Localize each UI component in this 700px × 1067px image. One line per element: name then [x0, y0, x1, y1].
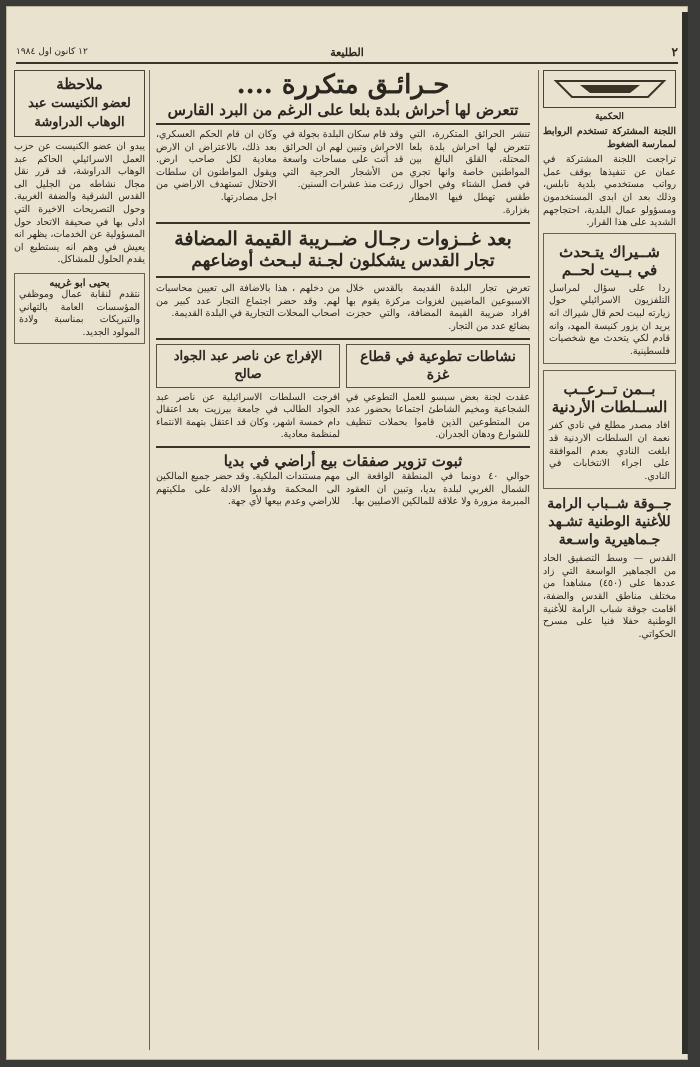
- main-headline: حـرائـق متكررة ....: [236, 70, 450, 100]
- issue-date: ١٢ كانون اول ١٩٨٤: [16, 47, 88, 57]
- right-column: [538, 70, 676, 1050]
- note-header: [14, 70, 145, 137]
- story-1-columns: [156, 129, 530, 217]
- note-title: لعضو الكنيست عبد الوهاب الدراوشة: [28, 96, 131, 130]
- gaza-volunteer-box: [346, 344, 530, 442]
- note-body: يبدو ان عضو الكنيست عن حزب العمل الاسرائيلي الحاكم عبد الوهاب الدراوشة، قد قرر نقل مجال نشاطه من الجليل الى القدس الشرقية والضفة الغربية. وحول التصريحات الاخيرة التي ادلى بها في صحيفة الاتحاد حول المسؤولية عن الخدمات، يظهر انه يعيش في وهم انه يستطيع ان يقدم الحلول للمشاكل.: [14, 141, 145, 266]
- story-2-col: تعرض تجار البلدة القديمة بالقدس خلال الاسبوعين الماضيين لغزوات مركزة يقوم بها افراد ضريبة القيمة المضافة، والتي حجزت بضائع عدد من التجار.: [346, 283, 530, 332]
- column-logo: [543, 70, 676, 108]
- congrats-body: نتقدم لنقابة عمال وموظفي المؤسسات العامة بالتهاني والتبريكات بمناسبة ولادة المولود الجديد.: [19, 288, 140, 338]
- story-1-col: وقد قام سكان البلدة بجولة في الاحراش وتبين لهم ان الحرائق قد أتت على مساحات واسعة من الأشجار الحرجية التي زرعت منذ عشرات السنين.: [282, 129, 404, 191]
- bottom-columns: [156, 471, 530, 509]
- main-subheadline: تتعرض لها أحراش بلدة بلعا على الرغم من البرد القارس: [156, 100, 530, 125]
- page-header: [16, 42, 678, 64]
- bottom-col: حوالي ٤٠ دونما في المنطقة الواقعة الى الشمال الغربي لبلدة بديا، وتبين ان العقود المبرمة مزورة ولا علاقة للمالكين الاصليين بها.: [346, 470, 530, 508]
- gaza-body: عقدت لجنة بعض سبسو للعمل التطوعي في الشجاعية ومخيم الشاطئ اجتماعا بحضور عدد من المتطوعين الذين قاموا بحملات تنظيف للشوارع ودهان الجدران.: [346, 391, 530, 441]
- right-box-1: [543, 233, 676, 365]
- right-top-article: [543, 126, 676, 230]
- masthead: الطليعة: [330, 45, 364, 59]
- page-number: ٢: [671, 45, 678, 59]
- note-label: ملاحظة: [56, 75, 103, 93]
- story-1-col: تنشر الحرائق المتكررة، التي تتعرض لها احراش بلدة بلعا المحتلة، القلق البالغ بين المواطنين خاصة وانها تجري في فصل الشتاء وفي احوال طقس تهطل فيها الامطار بغزارة.: [409, 129, 530, 216]
- bottom-headline: ثبوت تزوير صفقات بيع أراضي في بديا: [223, 451, 463, 470]
- right-box-2: [543, 370, 676, 489]
- congrats-box: [14, 273, 145, 344]
- release-body: افرجت السلطات الاسرائيلية عن ناصر عبد الجواد الطالب في جامعة بيرزيت بعد اعتقال دام خمسة اشهر، وكان قد اعتقل بتهمة الانتماء لمنظمة معادية.: [156, 391, 340, 441]
- right-box-2-body: افاد مصدر مطلع في نادي كفر نعمة ان السلطات الاردنية قد ابلغت النادي بعدم الموافقة على اجراء الانتخابات في النادي.: [549, 420, 670, 482]
- right-box-1-body: ردا على سؤال لمراسل التلفزيون الاسرائيلي حول زيارته لبيت لحم قال شيراك انه يريد ان يزور كنيسة المهد، وانه قادم لكي يتحدث مع شخصيات فلسطينية.: [549, 282, 670, 357]
- congrats-name: بحيى ابو غريبه: [49, 277, 110, 289]
- bottom-col: مهم مستندات الملكية. وقد حضر جميع المالكين الى المحكمة وقدموا الادلة على ملكيتهم للاراضي وعدم بيعها لأي جهة.: [156, 470, 340, 508]
- right-top-body: تراجعت اللجنة المشتركة في عمان عن تنفيذها بوقف عمل رواتب مستخدمي بلدية نابلس، وذلك بعد ان ابدى المستخدمون ومسؤولو عمال البلدية، احتجاجهم الشديد على هذا القرار.: [543, 154, 676, 229]
- release-headline: الإفراج عن ناصر عبد الجواد صالح: [156, 344, 340, 388]
- story-2-columns: [156, 283, 530, 333]
- binding-edge: [682, 12, 688, 1054]
- center-area: [156, 70, 530, 1050]
- newspaper-page: [6, 6, 688, 1060]
- left-column: [14, 70, 150, 1050]
- story-2-subheadline: تجار القدس يشكلون لجـنة لبـحث أوضاعهم: [191, 251, 495, 272]
- story-1-col: وكان ان قام الحكم العسكري، بعد ذلك، بالاعتراض ان الارض معادية لكل صاحب ارض. ويقول المواطنون ان سلطات الاحتلال تستهدف الاراضي من اجل مصادرتها.: [155, 129, 277, 203]
- right-top-subhead: اللجنة المشتركة تستخدم الروابط لممارسة الضغوط: [543, 126, 676, 150]
- divider: [156, 338, 530, 340]
- story-2-col: من دخلهم ، هذا بالاضافة الى تعيين محاسبات لهم. وقد حضر اجتماع التجار عدد كبير من اصحاب المحلات التجارية في البلدة القديمة.: [156, 283, 340, 320]
- divider: [156, 446, 530, 448]
- story-2-headline: بعد غــزوات رجـال ضــريبة القيمة المضافة: [174, 228, 512, 251]
- right-bottom-headline: جــوقة شــباب الرامة للأغنية الوطنية تشـهد جـماهيرية واسـعة: [547, 496, 672, 549]
- story-2-headline-box: [156, 222, 530, 278]
- right-box-2-headline: بــمن تــرعــب الســلطات الأردنية: [551, 380, 668, 417]
- section-caption: الحكمية: [595, 112, 624, 122]
- release-box: [156, 344, 340, 442]
- logo-emblem-icon: [550, 75, 670, 103]
- gaza-headline: نشاطات تطوعية في قطاع غزة: [346, 344, 530, 388]
- mid-boxes: [156, 344, 530, 442]
- right-box-1-headline: شــيراك يتـحدث في بــيت لحــم: [559, 242, 660, 279]
- right-bottom-body: القدس — وسط التصفيق الحاد من الجماهير الواسعة التي زاد عددها على (٤٥٠) مشاهدا من مختلف مناطق القدس والضفة، اقامت جوقة شباب الرامة للأغنية الوطنية حفلا فنيا على مسرح الحكواتي.: [543, 553, 676, 640]
